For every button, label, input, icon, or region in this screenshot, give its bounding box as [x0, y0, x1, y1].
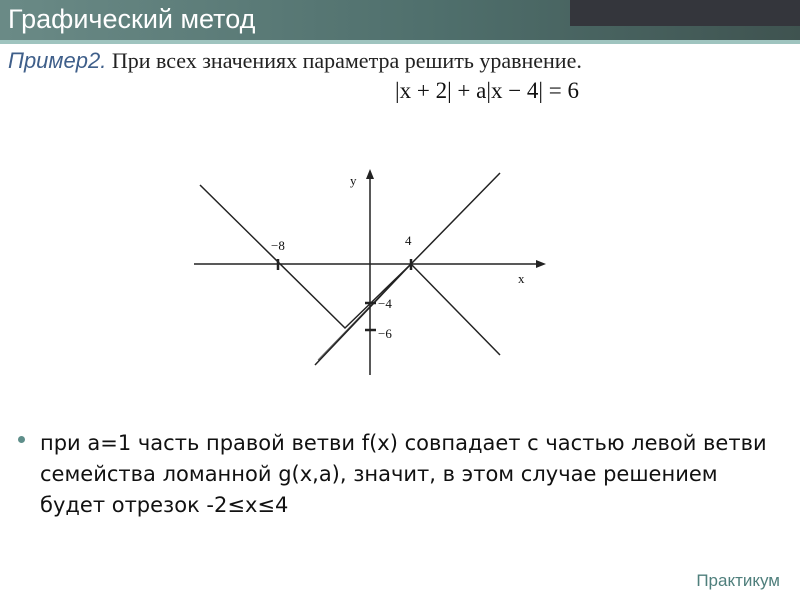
- label-m8: −8: [271, 238, 285, 253]
- label-m6: −6: [378, 326, 392, 341]
- bullet-point-icon: [18, 436, 25, 443]
- bullet-text: при a=1 часть правой ветви f(x) совпадает с частью левой ветви семейства ломанной g(x,a), значит, в этом случае решением будет отрезок -2≤x≤4: [40, 431, 767, 517]
- label-4: 4: [405, 233, 412, 248]
- subtitle-task: При всех значениях параметра решить уравнение.: [106, 48, 582, 73]
- label-m4: −4: [378, 296, 392, 311]
- x-axis-arrow: [536, 260, 546, 268]
- slide-title: Графический метод: [8, 4, 256, 34]
- axis-label-y: y: [350, 173, 357, 188]
- header-stripe: [0, 40, 800, 44]
- polyline-g: [315, 173, 500, 365]
- subtitle-lead: Пример2.: [8, 48, 107, 73]
- slide-subtitle: [8, 48, 582, 74]
- axis-label-x: x: [518, 271, 525, 286]
- polyline-f: [200, 185, 500, 355]
- polyline-g-parallel: [318, 267, 408, 360]
- equation: |x + 2| + a|x − 4| = 6: [395, 78, 580, 103]
- y-axis-arrow: [366, 169, 374, 179]
- header-dark-block: [570, 0, 800, 26]
- footer-label: Практикум: [696, 571, 780, 590]
- function-graph: [180, 165, 560, 375]
